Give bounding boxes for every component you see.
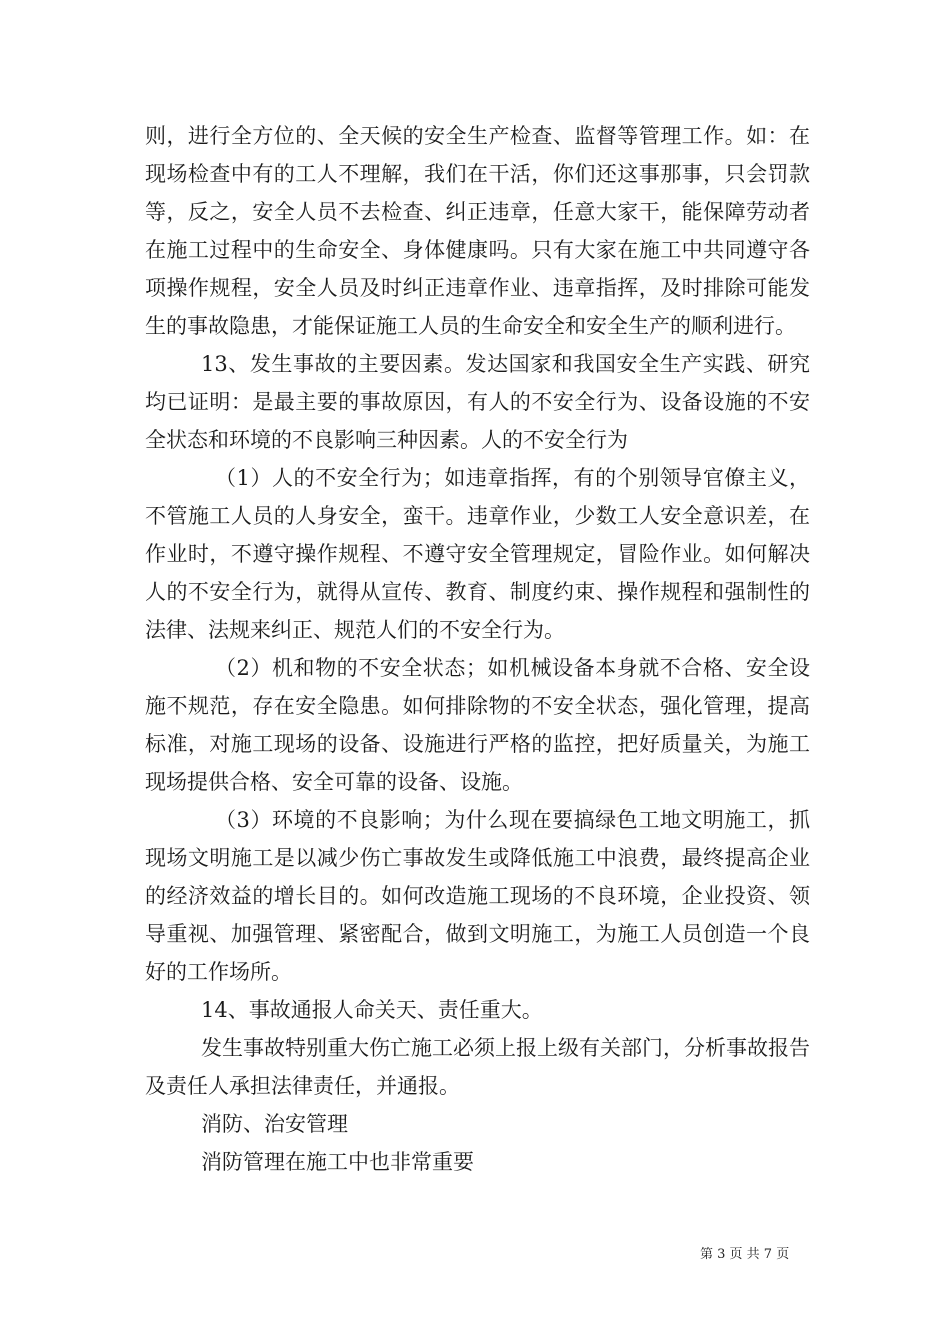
paragraph-accident-report: 发生事故特别重大伤亡施工必须上报上级有关部门，分析事故报告及责任人承担法律责任，并通报。: [145, 1036, 810, 1098]
section-heading-fire-security: 消防、治安管理: [201, 1112, 348, 1136]
paragraph-continuation: 则，进行全方位的、全天候的安全生产检查、监督等管理工作。如：在现场检查中有的工人不理解，我们在干活，你们还这事那事，只会罚款等，反之，安全人员不去检查、纠正违章，任意大家干，能保障劳动者在施工过程中的生命安全、身体健康吗。只有大家在施工中共同遵守各项操作规程，安全人员及时纠正违章作业、违章指挥，及时排除可能发生的事故隐患，才能保证施工人员的生命安全和安全生产的顺利进行。: [145, 124, 810, 338]
paragraph-sub-item-2: （2）机和物的不安全状态；如机械设备本身就不合格、安全设施不规范，存在安全隐患。如何排除物的不安全状态，强化管理，提高标准，对施工现场的设备、设施进行严格的监控，把好质量关，为施工现场提供合格、安全可靠的设备、设施。: [145, 656, 810, 794]
paragraph-sub-item-1: （1）人的不安全行为；如违章指挥，有的个别领导官僚主义，不管施工人员的人身安全，蛮干。违章作业，少数工人安全意识差，在作业时，不遵守操作规程、不遵守安全管理规定，冒险作业。如何解决人的不安全行为，就得从宣传、教育、制度约束、操作规程和强制性的法律、法规来纠正、规范人们的不安全行为。: [145, 466, 810, 642]
document-body: [145, 117, 810, 1181]
paragraph-fire-management: 消防管理在施工中也非常重要: [201, 1150, 474, 1174]
paragraph-item-14: 14、事故通报人命关天、责任重大。: [201, 998, 543, 1022]
paragraph-sub-item-3: （3）环境的不良影响；为什么现在要搞绿色工地文明施工，抓现场文明施工是以减少伤亡事故发生或降低施工中浪费，最终提高企业的经济效益的增长目的。如何改造施工现场的不良环境，企业投资、领导重视、加强管理、紧密配合，做到文明施工，为施工人员创造一个良好的工作场所。: [145, 808, 810, 984]
paragraph-item-13: 13、发生事故的主要因素。发达国家和我国安全生产实践、研究均已证明：是最主要的事故原因，有人的不安全行为、设备设施的不安全状态和环境的不良影响三种因素。人的不安全行为: [145, 352, 810, 452]
page-number: 第 3 页 共 7 页: [700, 1247, 790, 1262]
